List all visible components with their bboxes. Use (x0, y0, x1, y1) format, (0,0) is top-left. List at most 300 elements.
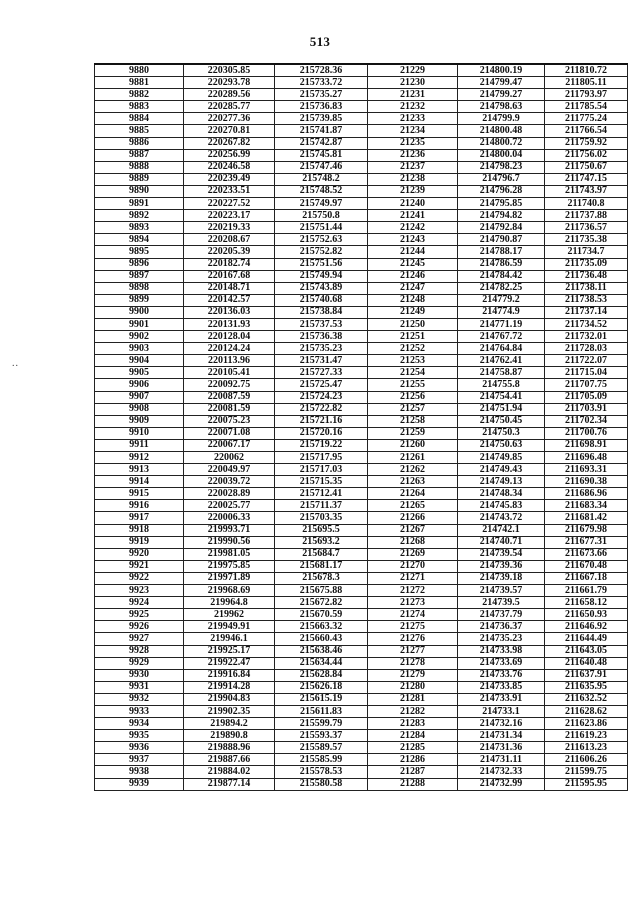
table-cell: 214732.33 (458, 766, 545, 778)
table-cell: 211628.62 (545, 705, 628, 717)
table-cell: 211681.42 (545, 512, 628, 524)
table-cell: 21236 (368, 149, 458, 161)
table-cell: 215721.16 (275, 415, 368, 427)
table-cell: 215751.56 (275, 258, 368, 270)
table-cell: 220049.97 (184, 464, 275, 476)
table-row (95, 173, 628, 185)
table-cell: 21240 (368, 198, 458, 210)
table-cell: 211737.88 (545, 210, 628, 222)
table-cell: 21279 (368, 669, 458, 681)
table-cell: 21274 (368, 609, 458, 621)
page-number: 513 (309, 34, 331, 49)
table-cell: 215736.83 (275, 101, 368, 113)
table-cell: 9912 (95, 452, 184, 464)
table-cell: 9881 (95, 77, 184, 89)
table-cell: 220208.67 (184, 234, 275, 246)
table-row (95, 669, 628, 681)
table-cell: 220239.49 (184, 173, 275, 185)
table-cell: 211736.57 (545, 222, 628, 234)
table-cell: 214739.5 (458, 597, 545, 609)
table-cell: 9908 (95, 403, 184, 415)
table-row (95, 536, 628, 548)
table-row (95, 258, 628, 270)
table-cell: 9932 (95, 693, 184, 705)
table-cell: 220267.82 (184, 137, 275, 149)
table-cell: 215728.36 (275, 64, 368, 77)
table-cell: 211643.05 (545, 645, 628, 657)
table-row (95, 730, 628, 742)
table-row (95, 306, 628, 318)
table-cell: 215585.99 (275, 754, 368, 766)
table-cell: 21251 (368, 331, 458, 343)
table-row (95, 113, 628, 125)
table-cell: 215742.87 (275, 137, 368, 149)
table-cell: 214799.27 (458, 89, 545, 101)
table-cell: 21242 (368, 222, 458, 234)
table-cell: 214743.72 (458, 512, 545, 524)
table-cell: 215749.97 (275, 198, 368, 210)
table-cell: 214799.9 (458, 113, 545, 125)
table-cell: 21260 (368, 439, 458, 451)
margin-mark: .. (12, 358, 19, 369)
table-cell: 219925.17 (184, 645, 275, 657)
table-cell: 215693.2 (275, 536, 368, 548)
table-cell: 9887 (95, 149, 184, 161)
table-cell: 9885 (95, 125, 184, 137)
table-cell: 21230 (368, 77, 458, 89)
table-row (95, 742, 628, 754)
table-cell: 211683.34 (545, 500, 628, 512)
table-cell: 211606.26 (545, 754, 628, 766)
table-cell: 211702.34 (545, 415, 628, 427)
table-cell: 220092.75 (184, 379, 275, 391)
table-row (95, 415, 628, 427)
table-cell: 21244 (368, 246, 458, 258)
table-cell: 215752.82 (275, 246, 368, 258)
table-cell: 21247 (368, 282, 458, 294)
table-cell: 214732.16 (458, 718, 545, 730)
table-cell: 219968.69 (184, 585, 275, 597)
table-cell: 215672.82 (275, 597, 368, 609)
table-cell: 211738.53 (545, 294, 628, 306)
table-cell: 214731.11 (458, 754, 545, 766)
table-cell: 215715.35 (275, 476, 368, 488)
table-cell: 211632.52 (545, 693, 628, 705)
table-cell: 9882 (95, 89, 184, 101)
table-cell: 214733.69 (458, 657, 545, 669)
table-cell: 21234 (368, 125, 458, 137)
table-cell: 220289.56 (184, 89, 275, 101)
table-cell: 214733.76 (458, 669, 545, 681)
table-cell: 9902 (95, 331, 184, 343)
table-cell: 21254 (368, 367, 458, 379)
table-cell: 220006.33 (184, 512, 275, 524)
table-cell: 215678.3 (275, 572, 368, 584)
table-cell: 211707.75 (545, 379, 628, 391)
table-cell: 215740.68 (275, 294, 368, 306)
table-cell: 211670.48 (545, 560, 628, 572)
table-row (95, 161, 628, 173)
table-cell: 9891 (95, 198, 184, 210)
table-cell: 220246.58 (184, 161, 275, 173)
table-row (95, 524, 628, 536)
table-cell: 215695.5 (275, 524, 368, 536)
table-cell: 219914.28 (184, 681, 275, 693)
table-cell: 220233.51 (184, 185, 275, 197)
table-cell: 211775.24 (545, 113, 628, 125)
table-row (95, 270, 628, 282)
table-cell: 211658.12 (545, 597, 628, 609)
table-cell: 9884 (95, 113, 184, 125)
table-cell: 211637.91 (545, 669, 628, 681)
table-cell: 215578.53 (275, 766, 368, 778)
table-cell: 9927 (95, 633, 184, 645)
table-cell: 214736.37 (458, 621, 545, 633)
table-cell: 211686.96 (545, 488, 628, 500)
table-cell: 220277.36 (184, 113, 275, 125)
table-cell: 220148.71 (184, 282, 275, 294)
table-cell: 220105.41 (184, 367, 275, 379)
table-cell: 21229 (368, 64, 458, 77)
table-cell: 215736.38 (275, 331, 368, 343)
table-row (95, 318, 628, 330)
table-row (95, 718, 628, 730)
table-cell: 211700.76 (545, 427, 628, 439)
table-cell: 214737.79 (458, 609, 545, 621)
table-cell: 21256 (368, 391, 458, 403)
table-cell: 215731.47 (275, 355, 368, 367)
table-cell: 219877.14 (184, 778, 275, 790)
table-cell: 9938 (95, 766, 184, 778)
table-cell: 21271 (368, 572, 458, 584)
table-row (95, 488, 628, 500)
table-cell: 9906 (95, 379, 184, 391)
table-cell: 211696.48 (545, 452, 628, 464)
table-cell: 214774.9 (458, 306, 545, 318)
table-row (95, 403, 628, 415)
table-cell: 211766.54 (545, 125, 628, 137)
table-cell: 214733.91 (458, 693, 545, 705)
table-cell: 215599.79 (275, 718, 368, 730)
table-row (95, 560, 628, 572)
table-cell: 211644.49 (545, 633, 628, 645)
table-cell: 211661.79 (545, 585, 628, 597)
table-cell: 219894.2 (184, 718, 275, 730)
table-cell: 211693.31 (545, 464, 628, 476)
table-row (95, 548, 628, 560)
table-cell: 220223.17 (184, 210, 275, 222)
table-cell: 220062 (184, 452, 275, 464)
table-row (95, 754, 628, 766)
table-cell: 214735.23 (458, 633, 545, 645)
table-cell: 21265 (368, 500, 458, 512)
table-row (95, 294, 628, 306)
table-cell: 215741.87 (275, 125, 368, 137)
table-cell: 220270.81 (184, 125, 275, 137)
table-cell: 21281 (368, 693, 458, 705)
table-cell: 21233 (368, 113, 458, 125)
table-cell: 220128.04 (184, 331, 275, 343)
table-cell: 211613.23 (545, 742, 628, 754)
table-cell: 211679.98 (545, 524, 628, 536)
table-cell: 220219.33 (184, 222, 275, 234)
table-cell: 211677.31 (545, 536, 628, 548)
table-cell: 211756.02 (545, 149, 628, 161)
table-cell: 214739.36 (458, 560, 545, 572)
table-row (95, 572, 628, 584)
table-cell: 9880 (95, 64, 184, 77)
table-cell: 21266 (368, 512, 458, 524)
table-cell: 211740.8 (545, 198, 628, 210)
table-cell: 214751.94 (458, 403, 545, 415)
table-cell: 9903 (95, 343, 184, 355)
table-cell: 215735.23 (275, 343, 368, 355)
table-cell: 215589.57 (275, 742, 368, 754)
table-cell: 9899 (95, 294, 184, 306)
table-cell: 211759.92 (545, 137, 628, 149)
table-cell: 9928 (95, 645, 184, 657)
table-cell: 9936 (95, 742, 184, 754)
table-cell: 215720.16 (275, 427, 368, 439)
table-cell: 9909 (95, 415, 184, 427)
table-cell: 219902.35 (184, 705, 275, 717)
table-cell: 214748.34 (458, 488, 545, 500)
table-cell: 21283 (368, 718, 458, 730)
table-cell: 21286 (368, 754, 458, 766)
table-cell: 220071.08 (184, 427, 275, 439)
table-cell: 9886 (95, 137, 184, 149)
table-cell: 21285 (368, 742, 458, 754)
table-cell: 215733.72 (275, 77, 368, 89)
table-cell: 21275 (368, 621, 458, 633)
table-row (95, 282, 628, 294)
table-row (95, 452, 628, 464)
table-cell: 211750.67 (545, 161, 628, 173)
table-row (95, 500, 628, 512)
table-cell: 214800.04 (458, 149, 545, 161)
table-row (95, 609, 628, 621)
table-cell: 214799.47 (458, 77, 545, 89)
table-cell: 9901 (95, 318, 184, 330)
table-cell: 211735.38 (545, 234, 628, 246)
table-cell: 215660.43 (275, 633, 368, 645)
table-cell: 9922 (95, 572, 184, 584)
table-cell: 21250 (368, 318, 458, 330)
table-cell: 215737.53 (275, 318, 368, 330)
table-cell: 215681.17 (275, 560, 368, 572)
table-cell: 214771.19 (458, 318, 545, 330)
table-cell: 219890.8 (184, 730, 275, 742)
table-cell: 219964.8 (184, 597, 275, 609)
table-cell: 211810.72 (545, 64, 628, 77)
table-row (95, 149, 628, 161)
table-row (95, 766, 628, 778)
table-cell: 211646.92 (545, 621, 628, 633)
table-cell: 215615.19 (275, 693, 368, 705)
table-cell: 211703.91 (545, 403, 628, 415)
table-cell: 9897 (95, 270, 184, 282)
table-cell: 214782.25 (458, 282, 545, 294)
table-cell: 215739.85 (275, 113, 368, 125)
table-cell: 214795.85 (458, 198, 545, 210)
table-cell: 9920 (95, 548, 184, 560)
table-cell: 220075.23 (184, 415, 275, 427)
table-cell: 219887.66 (184, 754, 275, 766)
table-cell: 220305.85 (184, 64, 275, 77)
table-cell: 220285.77 (184, 101, 275, 113)
table-cell: 215745.81 (275, 149, 368, 161)
table-cell: 9916 (95, 500, 184, 512)
table-cell: 21278 (368, 657, 458, 669)
table-cell: 215735.27 (275, 89, 368, 101)
table-cell: 215638.46 (275, 645, 368, 657)
table-cell: 220028.89 (184, 488, 275, 500)
table-cell: 220081.59 (184, 403, 275, 415)
table-row (95, 439, 628, 451)
table-cell: 219922.47 (184, 657, 275, 669)
table-cell: 214739.57 (458, 585, 545, 597)
table-cell: 21264 (368, 488, 458, 500)
table-cell: 220025.77 (184, 500, 275, 512)
table-cell: 9933 (95, 705, 184, 717)
table-row (95, 125, 628, 137)
table-row (95, 657, 628, 669)
table-cell: 21252 (368, 343, 458, 355)
table-cell: 21257 (368, 403, 458, 415)
table-cell: 219962 (184, 609, 275, 621)
table-cell: 214786.59 (458, 258, 545, 270)
table-cell: 214742.1 (458, 524, 545, 536)
table-cell: 220293.78 (184, 77, 275, 89)
table-cell: 214764.84 (458, 343, 545, 355)
table-cell: 21239 (368, 185, 458, 197)
table-cell: 219975.85 (184, 560, 275, 572)
table-cell: 9918 (95, 524, 184, 536)
table-cell: 9917 (95, 512, 184, 524)
table-cell: 9898 (95, 282, 184, 294)
table-row (95, 379, 628, 391)
table-cell: 9892 (95, 210, 184, 222)
table-cell: 211805.11 (545, 77, 628, 89)
table-cell: 214800.72 (458, 137, 545, 149)
table-cell: 215712.41 (275, 488, 368, 500)
table-cell: 215611.83 (275, 705, 368, 717)
table-cell: 215711.37 (275, 500, 368, 512)
table-cell: 211635.95 (545, 681, 628, 693)
table-cell: 21255 (368, 379, 458, 391)
table-cell: 214800.19 (458, 64, 545, 77)
table-cell: 215751.44 (275, 222, 368, 234)
table-cell: 220227.52 (184, 198, 275, 210)
table-cell: 215747.46 (275, 161, 368, 173)
table-cell: 215724.23 (275, 391, 368, 403)
table-cell: 21245 (368, 258, 458, 270)
table-row (95, 355, 628, 367)
table-cell: 219946.1 (184, 633, 275, 645)
table-cell: 9930 (95, 669, 184, 681)
table-cell: 21273 (368, 597, 458, 609)
table-cell: 21248 (368, 294, 458, 306)
table-cell: 214749.43 (458, 464, 545, 476)
table-cell: 211734.7 (545, 246, 628, 258)
table-cell: 211599.75 (545, 766, 628, 778)
table-cell: 214731.34 (458, 730, 545, 742)
table-cell: 220167.68 (184, 270, 275, 282)
table-cell: 220039.72 (184, 476, 275, 488)
table-cell: 211785.54 (545, 101, 628, 113)
table-cell: 21270 (368, 560, 458, 572)
table-row (95, 512, 628, 524)
table-cell: 220067.17 (184, 439, 275, 451)
table-cell: 21253 (368, 355, 458, 367)
table-cell: 9910 (95, 427, 184, 439)
table-cell: 9925 (95, 609, 184, 621)
table-cell: 9924 (95, 597, 184, 609)
table-cell: 214754.41 (458, 391, 545, 403)
table-cell: 211737.14 (545, 306, 628, 318)
table-row (95, 705, 628, 717)
table-cell: 9894 (95, 234, 184, 246)
table-cell: 211705.09 (545, 391, 628, 403)
table-row (95, 633, 628, 645)
table-cell: 219981.05 (184, 548, 275, 560)
table-row (95, 198, 628, 210)
table-cell: 9905 (95, 367, 184, 379)
table-cell: 215717.03 (275, 464, 368, 476)
table-cell: 214758.87 (458, 367, 545, 379)
table-cell: 214733.98 (458, 645, 545, 657)
table-cell: 9896 (95, 258, 184, 270)
table-cell: 215748.52 (275, 185, 368, 197)
table-cell: 21284 (368, 730, 458, 742)
table-cell: 9900 (95, 306, 184, 318)
table-cell: 9914 (95, 476, 184, 488)
table-cell: 9923 (95, 585, 184, 597)
table-cell: 215628.84 (275, 669, 368, 681)
table-cell: 9934 (95, 718, 184, 730)
table-cell: 215670.59 (275, 609, 368, 621)
table-cell: 211690.38 (545, 476, 628, 488)
table-cell: 220205.39 (184, 246, 275, 258)
table-cell: 214739.54 (458, 548, 545, 560)
table-cell: 21282 (368, 705, 458, 717)
table-cell: 215725.47 (275, 379, 368, 391)
table-cell: 214767.72 (458, 331, 545, 343)
table-cell: 219993.71 (184, 524, 275, 536)
table-cell: 214739.18 (458, 572, 545, 584)
table-cell: 21259 (368, 427, 458, 439)
table-cell: 214745.83 (458, 500, 545, 512)
table-cell: 9937 (95, 754, 184, 766)
table-cell: 214750.45 (458, 415, 545, 427)
table-cell: 219904.83 (184, 693, 275, 705)
table-cell: 215719.22 (275, 439, 368, 451)
table-cell: 21262 (368, 464, 458, 476)
table-cell: 215738.84 (275, 306, 368, 318)
table-cell: 215717.95 (275, 452, 368, 464)
table-cell: 9915 (95, 488, 184, 500)
table-cell: 9935 (95, 730, 184, 742)
table-cell: 214790.87 (458, 234, 545, 246)
table-cell: 211732.01 (545, 331, 628, 343)
table-cell: 9911 (95, 439, 184, 451)
table-cell: 21246 (368, 270, 458, 282)
table-cell: 214788.17 (458, 246, 545, 258)
table-cell: 215749.94 (275, 270, 368, 282)
table-cell: 214794.82 (458, 210, 545, 222)
table-cell: 9888 (95, 161, 184, 173)
table-cell: 214784.42 (458, 270, 545, 282)
